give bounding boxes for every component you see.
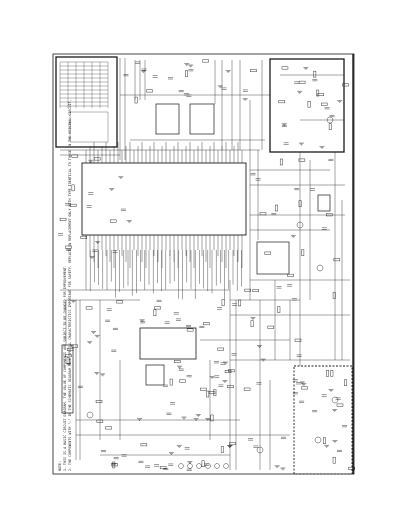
note-line-2: 2. THE COMPONENTS WITH "⚠" IN THE SCHEMATIC DIAGRAM HAVE SPECIAL CHARACTERISTICS IMPORTANT FOR SAFETY. REPLACE IN REPLACEMENT ONLY WITH TYPE IDENTICAL TO THOSE IN THE ORIGINAL CIRCUIT.	[68, 99, 72, 471]
micro-ic	[140, 328, 196, 359]
main-ic	[82, 163, 246, 235]
note-line-1: 1. THIS IS A BASIC CIRCUIT DIAGRAM. THE VALUE OF COMPONENTS ARE SUBJECT TO BE CHANGED FOR IMPROVEMENT.	[63, 265, 67, 471]
note-heading: NOTE:	[58, 460, 62, 471]
